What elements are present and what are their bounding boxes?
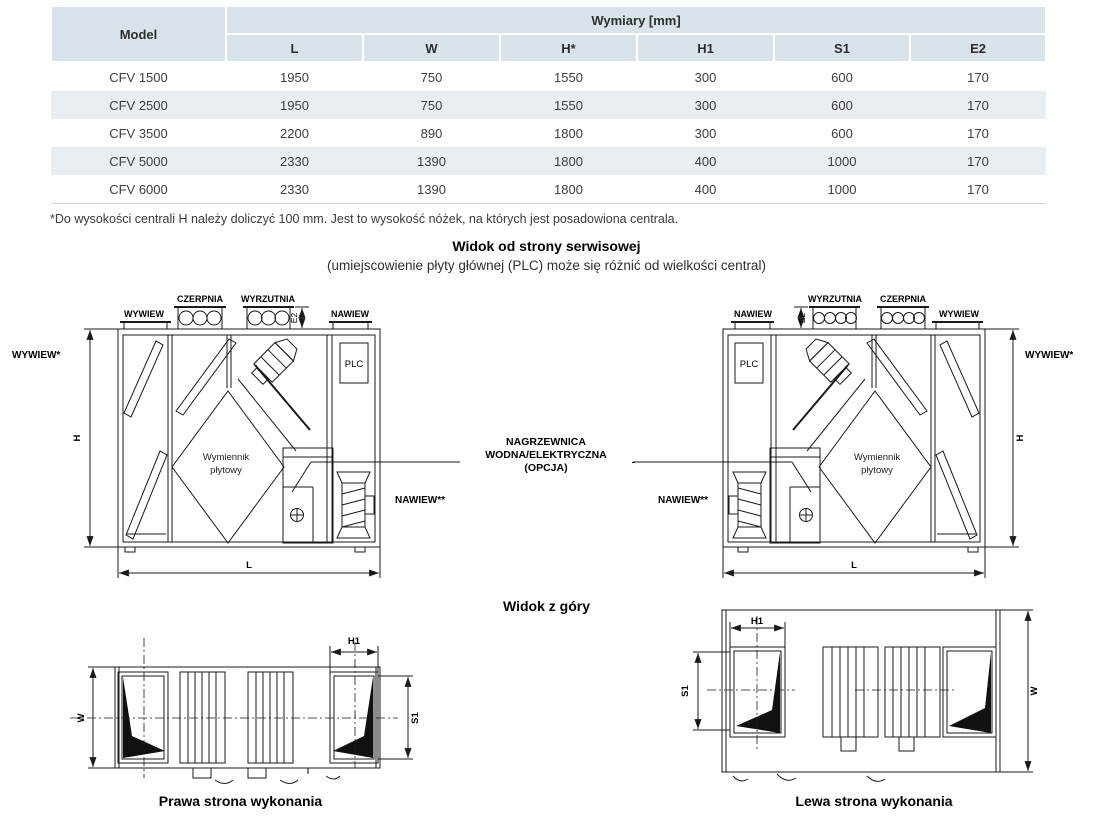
plc-label: PLC	[739, 359, 759, 370]
dim-e2: E2	[797, 312, 807, 324]
service-view-title: Widok od strony serwisowej	[452, 238, 641, 254]
plc-label: PLC	[344, 359, 364, 370]
damper-blade	[333, 677, 373, 758]
col-group-header: Wymiary [mm]	[226, 6, 1046, 34]
table-row: CFV 2500 1950 750 1550 300 600 170	[51, 91, 1046, 119]
service-view-subtitle: (umiejscowienie płyty głównej (PLC) może się różnić od wielkości central)	[327, 258, 766, 273]
dim-s1: S1	[410, 712, 421, 724]
heater-option-label: NAGRZEWNICA WODNA/ELEKTRYCZNA (OPCJA)	[460, 436, 632, 475]
dim-h: H	[72, 434, 83, 442]
exhaust-fan-icon	[248, 335, 301, 388]
top-view-drawing-left	[28, 618, 453, 793]
damper-circles	[179, 311, 289, 325]
label-wyrzutnia: WYRZUTNIA	[808, 294, 862, 304]
col-header-h1: H1	[637, 34, 774, 62]
unit-drawing-left-service-view	[10, 283, 470, 603]
caption-right-side-version: Prawa strona wykonania	[158, 793, 323, 809]
col-header-s1: S1	[774, 34, 910, 62]
top-view-right-shapes	[693, 610, 1033, 781]
label-nawiew-2star: NAWIEW**	[395, 495, 445, 506]
top-view-left-shapes	[70, 638, 413, 784]
top-view-title: Widok z góry	[503, 598, 590, 614]
label-nawiew: NAWIEW	[331, 309, 369, 319]
label-czerpnia: CZERPNIA	[879, 294, 927, 304]
col-header-model: Model	[51, 6, 226, 62]
dim-e2: E2	[289, 312, 299, 324]
dim-h1: H1	[347, 636, 361, 647]
top-view-drawing-right	[655, 598, 1093, 793]
caption-left-side-version: Lewa strona wykonania	[795, 793, 953, 809]
exchanger-label: Wymiennik	[202, 452, 250, 463]
col-header-l: L	[226, 34, 363, 62]
unit-drawing-right-service-view	[633, 283, 1093, 603]
model-cell: CFV 3500	[109, 125, 168, 141]
dim-w: W	[1029, 686, 1040, 696]
dimensions-table	[50, 5, 1047, 204]
exchanger-label: płytowy	[861, 465, 893, 476]
damper-blade	[949, 652, 991, 733]
table-row: CFV 5000 2330 1390 1800 400 1000 170	[51, 147, 1046, 175]
col-header-w: W	[363, 34, 500, 62]
table-row: CFV 1500 1950 750 1550 300 600 170	[51, 62, 1046, 91]
dim-h: H	[1015, 434, 1026, 442]
label-wywiew-star: WYWIEW*	[12, 350, 61, 361]
model-cell: CFV 5000	[109, 153, 168, 169]
damper-blade	[736, 652, 780, 733]
unit-shapes	[84, 307, 470, 578]
exchanger-label: Wymiennik	[853, 452, 901, 463]
exchanger-label: płytowy	[210, 465, 242, 476]
label-nawiew: NAWIEW	[734, 309, 772, 319]
table-footnote: *Do wysokości centrali H należy doliczyć 100 mm. Jest to wysokość nóżek, na których jest posadowiona centrala.	[50, 212, 679, 226]
supply-fan-icon	[337, 472, 374, 538]
table-row: CFV 6000 2330 1390 1800 400 1000 170	[51, 175, 1046, 204]
table-row: CFV 3500 2200 890 1800 300 600 170	[51, 119, 1046, 147]
model-cell: CFV 1500	[109, 69, 168, 85]
dim-s1: S1	[680, 685, 691, 697]
dim-w: W	[76, 713, 87, 723]
label-wyrzutnia: WYRZUTNIA	[241, 294, 295, 304]
col-header-h: H*	[500, 34, 637, 62]
label-wywiew: WYWIEW	[124, 309, 164, 319]
dim-h1: H1	[750, 616, 764, 627]
damper-circles	[814, 313, 925, 324]
label-czerpnia: CZERPNIA	[176, 294, 224, 304]
dim-l: L	[851, 560, 857, 571]
label-nawiew-2star: NAWIEW**	[658, 495, 708, 506]
dim-l: L	[246, 560, 252, 571]
model-cell: CFV 6000	[51, 175, 226, 204]
label-wywiew: WYWIEW	[939, 309, 979, 319]
model-cell: CFV 2500	[109, 97, 168, 113]
col-header-e2: E2	[910, 34, 1046, 62]
label-wywiew-star: WYWIEW*	[1025, 350, 1074, 361]
